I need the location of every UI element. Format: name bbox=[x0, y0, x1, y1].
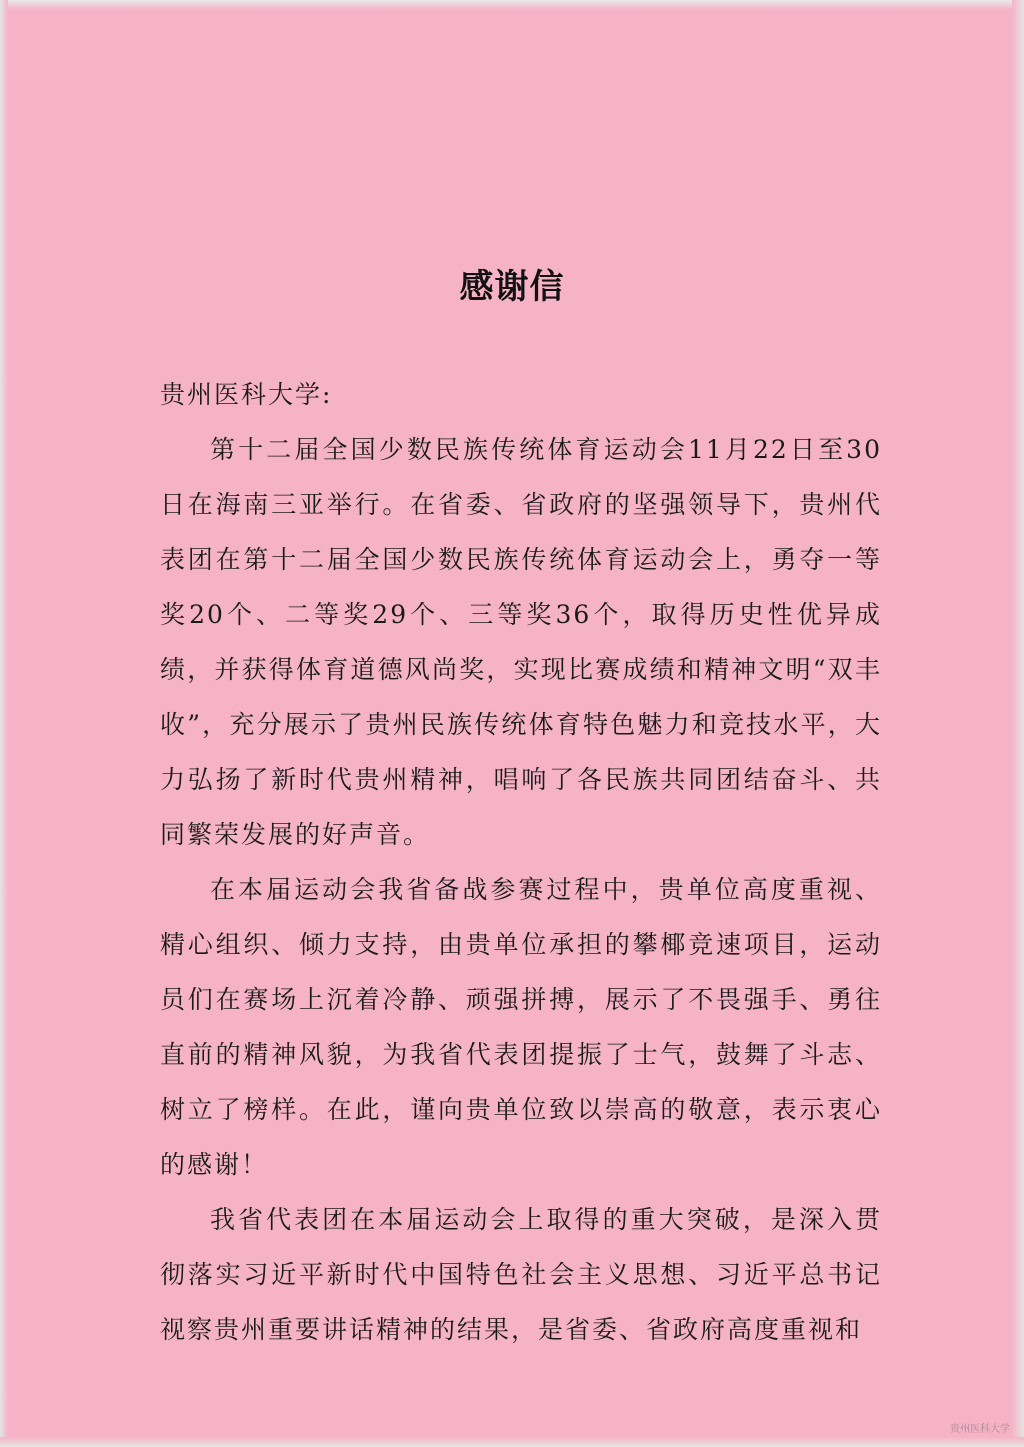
paragraph-1: 第十二届全国少数民族传统体育运动会11月22日至30日在海南三亚举行。在省委、省政府的坚强领导下，贵州代表团在第十二届全国少数民族传统体育运动会上，勇夺一等奖20个、二等奖29个、三等奖36个，取得历史性优异成绩，并获得体育道德风尚奖，实现比赛成绩和精神文明“双丰收”，充分展示了贵州民族传统体育特色魅力和竞技水平，大力弘扬了新时代贵州精神，唱响了各民族共同团结奋斗、共同繁荣发展的好声音。 bbox=[160, 435, 882, 849]
paper-edge-left bbox=[0, 0, 8, 1447]
paper-edge-right bbox=[1012, 0, 1024, 1447]
corner-watermark: 贵州医科大学 bbox=[950, 1424, 1010, 1435]
paper-edge-top bbox=[0, 0, 1024, 10]
letter-title: 感谢信 bbox=[459, 266, 565, 307]
letter-body bbox=[160, 367, 882, 1357]
paper-edge-bottom bbox=[0, 1437, 1024, 1447]
salutation: 贵州医科大学: bbox=[160, 380, 333, 409]
paragraph-3: 我省代表团在本届运动会上取得的重大突破，是深入贯彻落实习近平新时代中国特色社会主义思想、习近平总书记视察贵州重要讲话精神的结果，是省委、省政府高度重视和 bbox=[160, 1205, 882, 1344]
paragraph-2: 在本届运动会我省备战参赛过程中，贵单位高度重视、精心组织、倾力支持，由贵单位承担的攀椰竞速项目，运动员们在赛场上沉着冷静、顽强拼搏，展示了不畏强手、勇往直前的精神风貌，为我省代表团提振了士气，鼓舞了斗志、树立了榜样。在此，谨向贵单位致以崇高的敬意，表示衷心的感谢！ bbox=[160, 875, 882, 1179]
